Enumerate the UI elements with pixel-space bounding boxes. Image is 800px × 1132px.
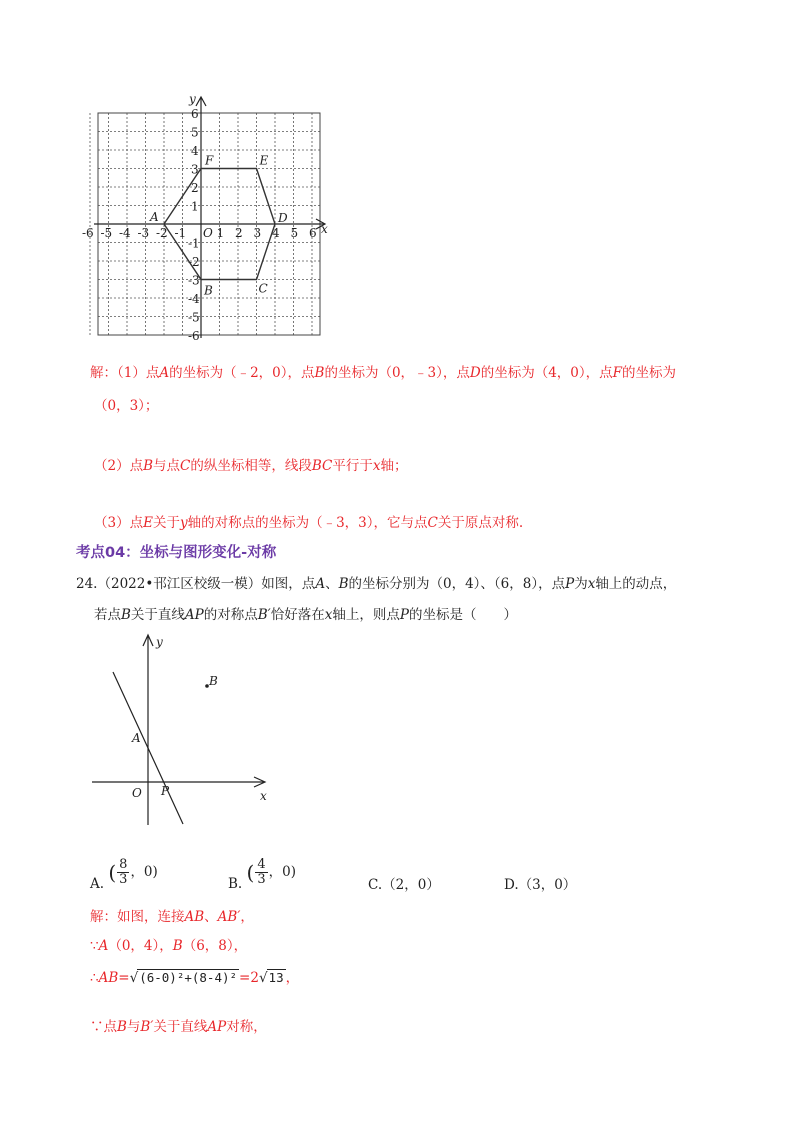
x-tick-label: 1 [216,226,225,240]
label-B: B [209,674,218,688]
section-title: 考点04：坐标与图形变化-对称 [76,545,277,561]
solution1-part2: （2）点B与点C的纵坐标相等，线段BC平行于x轴； [94,458,408,474]
y-tick-label: 5 [191,125,199,140]
y-tick-label: 1 [191,199,199,214]
y-tick-label: 3 [191,162,199,177]
label-O: O [132,786,142,800]
y-tick-label: -1 [188,236,200,251]
vertex-label-E: E [259,153,269,168]
x-tick-label: 4 [272,226,280,240]
y-tick-label: -4 [188,292,200,306]
option-B-fraction: $\frac{4}{3}$ [257,857,266,887]
x-tick-label: -1 [174,226,187,240]
y-tick-label: -3 [188,273,200,288]
y-tick-label: 4 [191,144,199,158]
y-axis-label: y [189,92,196,106]
hexagon-coordinate-graph [82,88,338,343]
sqrt-13: 13 [268,970,284,985]
label-P: P [161,784,170,798]
vertex-label-D: D [278,211,288,225]
x-tick-label: 3 [253,226,262,240]
solution2-line1: 解：如图，连接AB、AB′， [90,909,254,925]
option-D[interactable]: D.（3，0） [504,877,577,893]
sqrt-expression: (6-0)²+(8-4)² [139,970,238,985]
x-axis-label: x [321,222,328,236]
question-graph [88,632,288,832]
vertex-label-B: B [204,283,213,298]
x-tick-label: -2 [156,226,168,240]
option-A[interactable]: A. ( $\frac{8}{3}$ ，0) [90,857,158,892]
option-A-fraction: $\frac{8}{3}$ [119,857,128,887]
x-tick-label: O [203,226,213,240]
x-tick-label: -4 [119,226,131,240]
y-tick-label: -5 [188,310,200,325]
y-tick-label: -6 [188,329,200,343]
x-tick-label: 2 [235,226,243,240]
solution2-line2: ∵A（0，4），B（6，8）， [90,938,248,954]
vertex-label-A: A [150,210,159,224]
solution1-line1: 解：（1）点A的坐标为（﹣2，0），点B的坐标为（0，﹣3），点D的坐标为（4，0），点F的坐标为 [90,365,677,381]
vertex-label-C: C [258,281,268,296]
question-line1: 24.（2022•邗江区校级一模）如图，点A、B的坐标分别为（0，4）、（6，8），点P为x轴上的动点， [76,576,677,592]
x-tick-label: 5 [290,226,299,240]
solution2-line3: ∴AB=√(6-0)²+(8-4)² =2√13 ， [90,970,300,986]
label-x: x [260,789,267,803]
x-tick-label: 6 [309,226,317,240]
y-tick-label: 6 [191,107,199,121]
solution1-line2: （0，3）； [94,398,159,414]
option-C[interactable]: C.（2，0） [368,877,440,893]
label-y: y [156,635,163,649]
solution2-line4: ∵点B与B′关于直线AP对称， [90,1019,267,1035]
solution1-part3: （3）点E关于y轴的对称点的坐标为（﹣3，3），它与点C关于原点对称. [94,515,524,531]
option-B[interactable]: B. ( $\frac{4}{3}$ ，0) [228,857,296,892]
x-tick-label: -5 [100,226,113,240]
x-tick-label: -6 [82,226,94,240]
tick-labels [82,107,317,343]
x-tick-label: -3 [137,226,150,240]
y-tick-label: -2 [188,255,200,269]
y-tick-label: 2 [191,181,199,195]
question-line2: 若点B关于直线AP的对称点B′恰好落在x轴上，则点P的坐标是（ ） [94,607,517,623]
vertex-label-F: F [205,153,214,168]
label-A: A [132,731,141,745]
